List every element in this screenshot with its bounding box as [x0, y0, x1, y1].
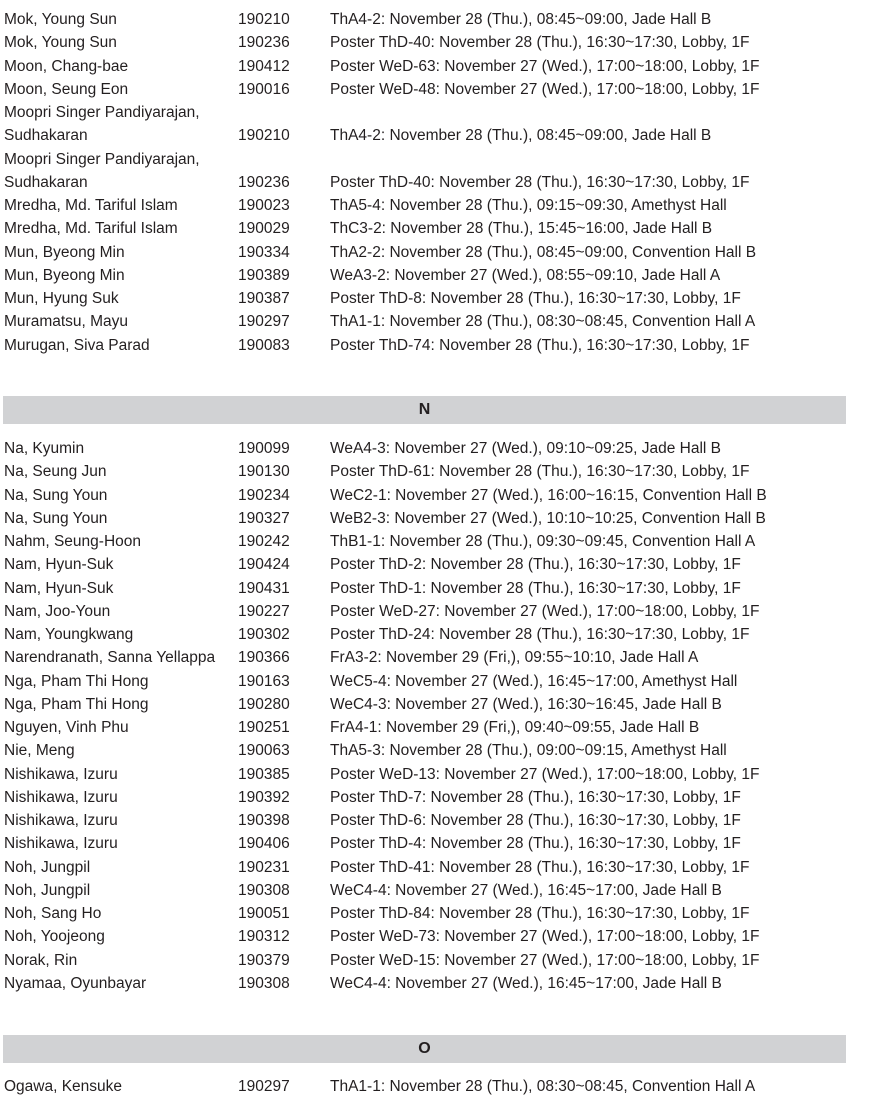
session-info: ThA5-3: November 28 (Thu.), 09:00~09:15, Amethyst Hall [330, 742, 727, 760]
author-name: Norak, Rin [4, 951, 78, 969]
author-name: Moopri Singer Pandiyarajan, Sudhakaran [4, 104, 200, 145]
paper-id: 190051 [238, 905, 290, 922]
list-item [0, 241, 880, 264]
paper-id: 190280 [238, 695, 290, 713]
author-name: Nyamaa, Oyunbayar [4, 974, 147, 992]
list-item [0, 1075, 880, 1098]
list-item [0, 623, 880, 646]
session-info: ThA4-2: November 28 (Thu.), 08:45~09:00, Jade Hall B [330, 127, 712, 145]
author-name: Noh, Sang Ho [4, 905, 102, 922]
paper-id: 190312 [238, 928, 290, 946]
session-info: ThA1-1: November 28 (Thu.), 08:30~08:45, Convention Hall A [330, 313, 756, 331]
paper-id: 190023 [238, 197, 290, 214]
paper-id: 190389 [238, 266, 290, 284]
paper-id: 190379 [238, 951, 290, 969]
section-header-n: N [3, 396, 846, 424]
list-item [0, 507, 880, 530]
list-item [0, 217, 880, 240]
list-item [0, 739, 880, 762]
list-item [0, 925, 880, 948]
paper-id: 190327 [238, 509, 290, 527]
session-info: ThA2-2: November 28 (Thu.), 08:45~09:00, Convention Hall B [330, 243, 757, 261]
list-item [0, 763, 880, 786]
session-info: WeA3-2: November 27 (Wed.), 08:55~09:10, Jade Hall A [330, 266, 721, 284]
list-item [0, 670, 880, 693]
paper-id: 190099 [238, 440, 290, 457]
author-name: Nam, Hyun-Suk [4, 556, 114, 574]
session-info: Poster ThD-61: November 28 (Thu.), 16:30~17:30, Lobby, 1F [330, 463, 750, 481]
paper-id: 190231 [238, 858, 290, 876]
author-name: Nga, Pham Thi Hong [4, 695, 149, 713]
list-item [0, 972, 880, 995]
session-info: Poster ThD-1: November 28 (Thu.), 16:30~17:30, Lobby, 1F [330, 579, 741, 597]
list-item [0, 310, 880, 333]
session-info: Poster ThD-40: November 28 (Thu.), 16:30~17:30, Lobby, 1F [330, 173, 750, 191]
list-item [0, 8, 880, 31]
session-info: Poster WeD-15: November 27 (Wed.), 17:00~18:00, Lobby, 1F [330, 951, 760, 969]
paper-id: 190210 [238, 11, 290, 28]
session-info: Poster ThD-41: November 28 (Thu.), 16:30~17:30, Lobby, 1F [330, 858, 750, 876]
author-list-o [0, 1075, 880, 1098]
paper-id: 190366 [238, 649, 290, 667]
author-name: Na, Sung Youn [4, 509, 108, 527]
list-item [0, 902, 880, 925]
author-name: Noh, Jungpil [4, 881, 91, 899]
paper-id: 190236 [238, 34, 290, 52]
list-item [0, 55, 880, 78]
author-name: Na, Seung Jun [4, 463, 107, 481]
list-item [0, 786, 880, 809]
paper-id: 190016 [238, 80, 290, 98]
paper-id: 190297 [238, 313, 290, 331]
session-info: Poster ThD-84: November 28 (Thu.), 16:30~17:30, Lobby, 1F [330, 905, 750, 922]
session-info: Poster WeD-27: November 27 (Wed.), 17:00~18:00, Lobby, 1F [330, 602, 760, 620]
list-item [0, 577, 880, 600]
author-name: Noh, Yoojeong [4, 928, 105, 946]
session-info: ThB1-1: November 28 (Thu.), 09:30~09:45, Convention Hall A [330, 533, 756, 550]
author-name: Nam, Youngkwang [4, 626, 134, 643]
paper-id: 190210 [238, 127, 290, 145]
list-item [0, 530, 880, 553]
session-info: Poster ThD-40: November 28 (Thu.), 16:30~17:30, Lobby, 1F [330, 34, 750, 52]
paper-id: 190398 [238, 812, 290, 829]
session-info: WeC4-4: November 27 (Wed.), 16:45~17:00, Jade Hall B [330, 881, 722, 899]
session-info: Poster ThD-2: November 28 (Thu.), 16:30~17:30, Lobby, 1F [330, 556, 741, 574]
paper-id: 190130 [238, 463, 290, 481]
author-name: Mok, Young Sun [4, 34, 117, 52]
list-item [0, 437, 880, 460]
paper-id: 190297 [238, 1078, 290, 1095]
list-item [0, 856, 880, 879]
author-list-m [0, 8, 880, 357]
session-info: Poster ThD-6: November 28 (Thu.), 16:30~17:30, Lobby, 1F [330, 812, 741, 829]
session-info: WeA4-3: November 27 (Wed.), 09:10~09:25, Jade Hall B [330, 440, 722, 457]
paper-id: 190063 [238, 742, 290, 760]
session-info: Poster ThD-8: November 28 (Thu.), 16:30~17:30, Lobby, 1F [330, 290, 741, 307]
list-item [0, 484, 880, 507]
author-name: Moon, Chang-bae [4, 57, 129, 75]
list-item [0, 553, 880, 576]
list-item [0, 460, 880, 483]
author-name: Mun, Byeong Min [4, 266, 125, 284]
author-name: Nie, Meng [4, 742, 75, 760]
paper-id: 190029 [238, 220, 290, 238]
author-name: Mun, Byeong Min [4, 243, 125, 261]
session-info: ThA5-4: November 28 (Thu.), 09:15~09:30, Amethyst Hall [330, 197, 727, 214]
paper-id: 190406 [238, 835, 290, 853]
author-name: Murugan, Siva Parad [4, 336, 150, 354]
list-item [0, 693, 880, 716]
author-name: Moon, Seung Eon [4, 80, 129, 98]
paper-id: 190308 [238, 974, 290, 992]
session-info: WeC4-3: November 27 (Wed.), 16:30~16:45, Jade Hall B [330, 695, 722, 713]
list-item [0, 600, 880, 623]
session-info: ThC3-2: November 28 (Thu.), 15:45~16:00, Jade Hall B [330, 220, 713, 238]
list-item [0, 716, 880, 739]
author-name: Nishikawa, Izuru [4, 812, 118, 829]
author-name: Nam, Joo-Youn [4, 602, 111, 620]
session-info: ThA1-1: November 28 (Thu.), 08:30~08:45, Convention Hall A [330, 1078, 756, 1095]
author-name: Nishikawa, Izuru [4, 835, 118, 853]
paper-id: 190083 [238, 336, 290, 354]
author-name: Mok, Young Sun [4, 11, 117, 28]
list-item [0, 949, 880, 972]
list-item [0, 78, 880, 101]
paper-id: 190251 [238, 719, 290, 736]
list-item [0, 287, 880, 310]
paper-id: 190242 [238, 533, 290, 550]
session-info: Poster WeD-73: November 27 (Wed.), 17:00~18:00, Lobby, 1F [330, 928, 760, 946]
author-name: Nahm, Seung-Hoon [4, 533, 141, 550]
author-name: Nga, Pham Thi Hong [4, 672, 149, 690]
paper-id: 190431 [238, 579, 290, 597]
session-info: Poster ThD-7: November 28 (Thu.), 16:30~17:30, Lobby, 1F [330, 788, 741, 806]
list-item [0, 264, 880, 287]
paper-id: 190412 [238, 57, 290, 75]
author-name: Nguyen, Vinh Phu [4, 719, 129, 736]
session-info: FrA3-2: November 29 (Fri,), 09:55~10:10, Jade Hall A [330, 649, 699, 667]
list-item [0, 832, 880, 855]
session-info: WeC2-1: November 27 (Wed.), 16:00~16:15, Convention Hall B [330, 486, 767, 504]
author-name: Ogawa, Kensuke [4, 1078, 123, 1095]
list-item [0, 194, 880, 217]
author-name: Narendranath, Sanna Yellappa [4, 649, 216, 667]
author-name: Muramatsu, Mayu [4, 313, 129, 331]
author-name: Na, Kyumin [4, 440, 85, 457]
list-item [0, 879, 880, 902]
author-name: Mredha, Md. Tariful Islam [4, 220, 178, 238]
session-info: WeC5-4: November 27 (Wed.), 16:45~17:00, Amethyst Hall [330, 672, 738, 690]
paper-id: 190236 [238, 173, 290, 191]
session-info: ThA4-2: November 28 (Thu.), 08:45~09:00, Jade Hall B [330, 11, 712, 28]
session-info: Poster WeD-48: November 27 (Wed.), 17:00~18:00, Lobby, 1F [330, 80, 760, 98]
paper-id: 190424 [238, 556, 290, 574]
author-name: Mredha, Md. Tariful Islam [4, 197, 178, 214]
list-item [0, 31, 880, 54]
author-list-n [0, 437, 880, 995]
paper-id: 190385 [238, 765, 290, 783]
author-name: Nam, Hyun-Suk [4, 579, 114, 597]
paper-id: 190227 [238, 602, 290, 620]
paper-id: 190334 [238, 243, 290, 261]
author-name: Na, Sung Youn [4, 486, 108, 504]
author-name: Noh, Jungpil [4, 858, 91, 876]
paper-id: 190308 [238, 881, 290, 899]
session-info: FrA4-1: November 29 (Fri,), 09:40~09:55, Jade Hall B [330, 719, 700, 736]
author-name: Moopri Singer Pandiyarajan, Sudhakaran [4, 150, 200, 191]
list-item [0, 809, 880, 832]
author-name: Nishikawa, Izuru [4, 765, 118, 783]
session-info: WeC4-4: November 27 (Wed.), 16:45~17:00, Jade Hall B [330, 974, 722, 992]
list-item [0, 646, 880, 669]
list-item [0, 101, 880, 148]
session-info: Poster WeD-63: November 27 (Wed.), 17:00~18:00, Lobby, 1F [330, 57, 760, 75]
session-info: Poster ThD-4: November 28 (Thu.), 16:30~17:30, Lobby, 1F [330, 835, 741, 853]
session-info: Poster ThD-74: November 28 (Thu.), 16:30~17:30, Lobby, 1F [330, 336, 750, 354]
list-item [0, 148, 880, 195]
paper-id: 190392 [238, 788, 290, 806]
paper-id: 190163 [238, 672, 290, 690]
paper-id: 190302 [238, 626, 290, 643]
list-item [0, 334, 880, 357]
author-name: Nishikawa, Izuru [4, 788, 118, 806]
session-info: Poster ThD-24: November 28 (Thu.), 16:30~17:30, Lobby, 1F [330, 626, 750, 643]
author-name: Mun, Hyung Suk [4, 290, 119, 307]
paper-id: 190387 [238, 290, 290, 307]
session-info: Poster WeD-13: November 27 (Wed.), 17:00~18:00, Lobby, 1F [330, 765, 760, 783]
session-info: WeB2-3: November 27 (Wed.), 10:10~10:25, Convention Hall B [330, 509, 766, 527]
paper-id: 190234 [238, 486, 290, 504]
section-header-o: O [3, 1035, 846, 1063]
